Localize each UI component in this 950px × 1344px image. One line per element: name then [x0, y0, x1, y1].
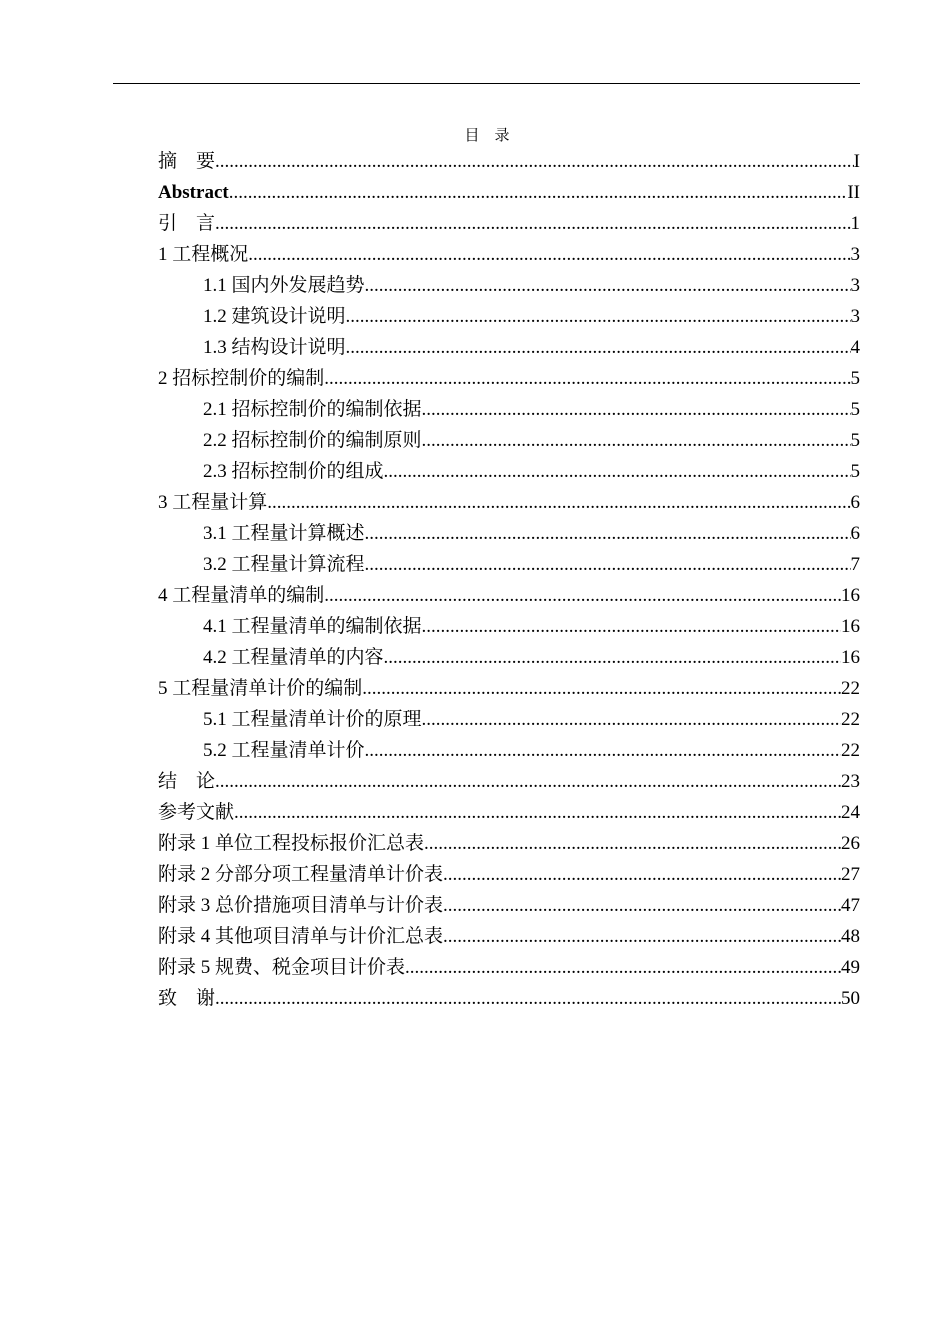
toc-entry[interactable]: [158, 239, 860, 270]
toc-entry[interactable]: [158, 394, 860, 425]
toc-entry-page-number: 3: [850, 275, 860, 296]
toc-entry-title: 2 招标控制价的编制: [158, 368, 325, 389]
toc-entry-page-number: 7: [850, 554, 860, 575]
toc-entry-page-number: 22: [841, 678, 860, 699]
toc-dot-leader: [405, 952, 841, 983]
toc-dot-leader: [443, 921, 841, 952]
toc-entry-page-number: II: [847, 182, 860, 203]
toc-entry[interactable]: [158, 518, 860, 549]
toc-entry[interactable]: [158, 146, 860, 177]
toc-entry-page-number: 23: [841, 771, 860, 792]
toc-dot-leader: [215, 146, 854, 177]
toc-dot-leader: [424, 828, 841, 859]
toc-entry-title: 4.2 工程量清单的内容: [203, 647, 384, 668]
toc-entry[interactable]: [158, 487, 860, 518]
toc-entry-title: 结 论: [158, 771, 216, 792]
toc-entry[interactable]: [158, 332, 860, 363]
toc-dot-leader: [324, 580, 841, 611]
toc-entry-page-number: 47: [841, 895, 860, 916]
toc-dot-leader: [384, 642, 841, 673]
toc-entry-page-number: 5: [850, 368, 860, 389]
toc-entry-page-number: 50: [841, 988, 860, 1009]
toc-entry[interactable]: [158, 921, 860, 952]
toc-entry-title: 4 工程量清单的编制: [158, 585, 325, 606]
toc-entry[interactable]: [158, 456, 860, 487]
toc-dot-leader: [365, 270, 851, 301]
toc-dot-leader: [384, 456, 851, 487]
toc-entry[interactable]: [158, 704, 860, 735]
toc-entry[interactable]: [158, 952, 860, 983]
toc-entry-page-number: 49: [841, 957, 860, 978]
toc-entry-page-number: 5: [850, 399, 860, 420]
toc-entry[interactable]: [158, 673, 860, 704]
toc-entry-page-number: 22: [841, 740, 860, 761]
toc-entry-title: 1.1 国内外发展趋势: [203, 275, 365, 296]
toc-dot-leader: [324, 363, 850, 394]
header-rule: [113, 83, 860, 84]
toc-entry[interactable]: [158, 797, 860, 828]
toc-entry-title: 1.3 结构设计说明: [203, 337, 346, 358]
toc-entry-page-number: 4: [850, 337, 860, 358]
toc-dot-leader: [422, 704, 841, 735]
toc-dot-leader: [443, 890, 841, 921]
toc-entry-title: 参考文献: [158, 802, 235, 823]
toc-entry-page-number: 48: [841, 926, 860, 947]
toc-entry-title: 2.1 招标控制价的编制依据: [203, 399, 422, 420]
toc-entry-title: 附录 5 规费、税金项目计价表: [158, 957, 406, 978]
toc-dot-leader: [248, 239, 850, 270]
toc-entry-title: 附录 2 分部分项工程量清单计价表: [158, 864, 444, 885]
toc-entry-page-number: 1: [850, 213, 860, 234]
toc-entry-title: 5 工程量清单计价的编制: [158, 678, 363, 699]
toc-dot-leader: [346, 332, 851, 363]
toc-dot-leader: [362, 673, 841, 704]
toc-dot-leader: [422, 394, 851, 425]
table-of-contents: [158, 146, 860, 1014]
toc-entry[interactable]: [158, 363, 860, 394]
toc-entry[interactable]: [158, 983, 860, 1014]
toc-dot-leader: [215, 766, 841, 797]
toc-entry-title: 附录 4 其他项目清单与计价汇总表: [158, 926, 444, 947]
toc-entry-title: 1 工程概况: [158, 244, 249, 265]
toc-dot-leader: [215, 208, 850, 239]
toc-entry-title: 3.1 工程量计算概述: [203, 523, 365, 544]
toc-entry-page-number: I: [853, 151, 860, 172]
toc-entry[interactable]: [158, 301, 860, 332]
toc-entry-page-number: 27: [841, 864, 860, 885]
toc-entry-page-number: 16: [841, 585, 860, 606]
toc-entry[interactable]: [158, 859, 860, 890]
toc-entry[interactable]: [158, 642, 860, 673]
toc-entry[interactable]: [158, 208, 860, 239]
toc-dot-leader: [346, 301, 851, 332]
toc-entry-page-number: 3: [850, 306, 860, 327]
toc-entry-title: 引 言: [158, 213, 216, 234]
toc-entry-page-number: 3: [850, 244, 860, 265]
toc-dot-leader: [365, 549, 851, 580]
toc-dot-leader: [422, 611, 841, 642]
toc-entry-page-number: 5: [850, 430, 860, 451]
toc-entry-page-number: 6: [850, 523, 860, 544]
toc-dot-leader: [234, 797, 841, 828]
toc-entry[interactable]: [158, 828, 860, 859]
toc-entry-title: 致 谢: [158, 988, 216, 1009]
toc-entry[interactable]: [158, 425, 860, 456]
toc-entry-page-number: 6: [850, 492, 860, 513]
toc-entry[interactable]: [158, 270, 860, 301]
toc-entry-title: 1.2 建筑设计说明: [203, 306, 346, 327]
toc-entry-title: 5.1 工程量清单计价的原理: [203, 709, 422, 730]
toc-entry[interactable]: [158, 177, 860, 208]
toc-entry[interactable]: [158, 549, 860, 580]
toc-entry[interactable]: [158, 890, 860, 921]
toc-entry-title: 摘 要: [158, 151, 216, 172]
toc-entry-title: 3.2 工程量计算流程: [203, 554, 365, 575]
toc-entry[interactable]: [158, 735, 860, 766]
toc-dot-leader: [422, 425, 851, 456]
toc-entry-title: 4.1 工程量清单的编制依据: [203, 616, 422, 637]
toc-entry-page-number: 16: [841, 647, 860, 668]
toc-entry-page-number: 22: [841, 709, 860, 730]
toc-dot-leader: [443, 859, 841, 890]
toc-entry-page-number: 26: [841, 833, 860, 854]
toc-dot-leader: [229, 177, 848, 208]
toc-entry-title: 2.3 招标控制价的组成: [203, 461, 384, 482]
toc-dot-leader: [215, 983, 841, 1014]
toc-dot-leader: [365, 518, 851, 549]
toc-entry-page-number: 5: [850, 461, 860, 482]
toc-entry-page-number: 24: [841, 802, 860, 823]
toc-dot-leader: [267, 487, 850, 518]
toc-entry-title: 2.2 招标控制价的编制原则: [203, 430, 422, 451]
toc-entry-title: 附录 3 总价措施项目清单与计价表: [158, 895, 444, 916]
toc-entry-title: Abstract: [158, 182, 229, 203]
toc-entry-title: 5.2 工程量清单计价: [203, 740, 365, 761]
toc-title: 目 录: [464, 128, 510, 144]
toc-entry[interactable]: [158, 580, 860, 611]
toc-entry-page-number: 16: [841, 616, 860, 637]
toc-entry[interactable]: [158, 766, 860, 797]
toc-entry-title: 3 工程量计算: [158, 492, 268, 513]
toc-entry-title: 附录 1 单位工程投标报价汇总表: [158, 833, 425, 854]
toc-dot-leader: [365, 735, 841, 766]
toc-entry[interactable]: [158, 611, 860, 642]
